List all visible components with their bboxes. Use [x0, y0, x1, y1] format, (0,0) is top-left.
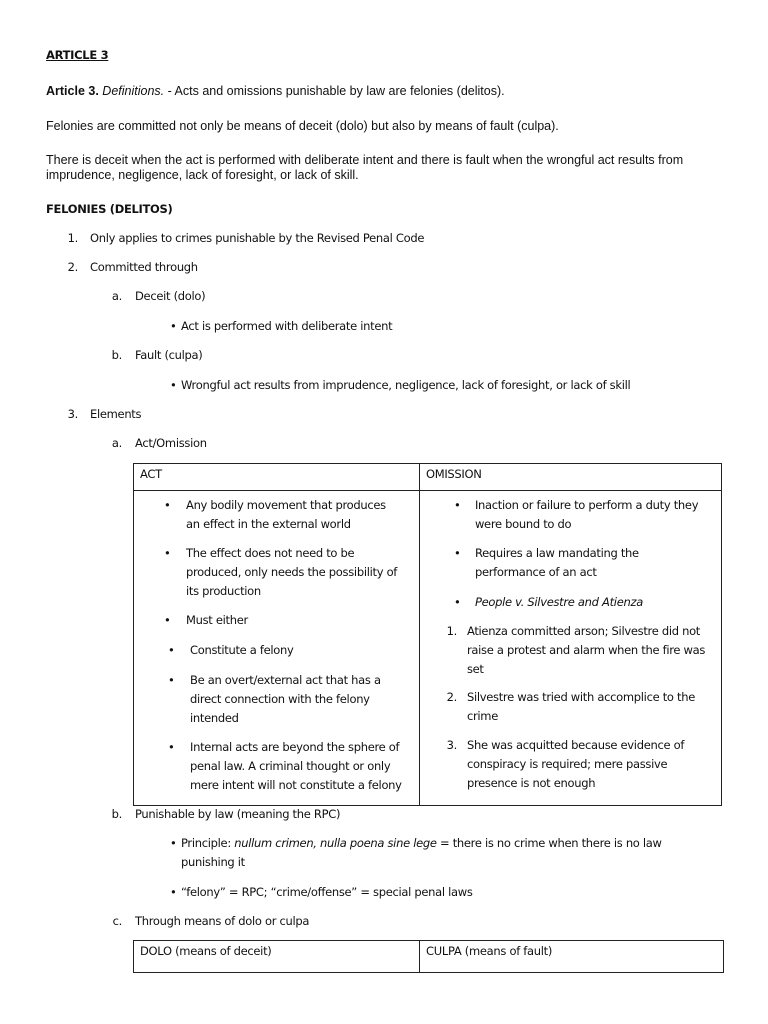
article-label: Article 3. [46, 84, 99, 98]
act-bullet-text: mere intent will not constitute a felony [190, 778, 402, 792]
culpa-label: CULPA [426, 944, 462, 958]
dolo-label: DOLO [140, 944, 172, 958]
omission-list-text: set [466, 662, 484, 676]
page-title: ARTICLE 3 [46, 48, 109, 62]
sublist-letter: a. [111, 289, 122, 303]
act-bullet-text: Internal acts are beyond the sphere of [190, 740, 400, 754]
omission-bullet-text: performance of an act [474, 565, 597, 579]
omission-list-text: She was acquitted because evidence of [466, 738, 685, 752]
omission-list-text: conspiracy is required; mere passive [466, 757, 668, 771]
table-header-dolo [134, 941, 419, 967]
principle-text: punishing it [181, 855, 245, 869]
bullet-icon: • [170, 319, 177, 333]
bullet-item: “felony” = RPC; “crime/offense” = special penal laws [181, 885, 473, 899]
bullet-icon: • [168, 643, 175, 657]
act-bullet-text: an effect in the external world [186, 517, 351, 531]
bullet-icon: • [453, 546, 461, 560]
list-item: Only applies to crimes punishable by the Revised Penal Code [90, 231, 425, 245]
sublist-letter: c. [112, 914, 122, 928]
principle-line [181, 834, 662, 853]
list-number: 3. [67, 407, 78, 421]
list-number: 3. [446, 738, 457, 752]
principle-latin: nullum crimen, nulla poena sine lege [234, 836, 437, 850]
omission-bullet-text: were bound to do [474, 517, 572, 531]
act-bullet-text: produced, only needs the possibility of [186, 565, 398, 579]
bullet-item: Act is performed with deliberate intent [181, 319, 393, 333]
article-heading: Definitions. [102, 84, 165, 98]
paragraph-deceit-line-1: There is deceit when the act is performed with deliberate intent and there is fault when the wrongful act results from [46, 153, 684, 167]
sublist-item: Act/Omission [135, 436, 207, 450]
bullet-icon: • [164, 613, 171, 627]
bullet-icon: • [170, 378, 177, 392]
omission-cell [419, 491, 721, 806]
dolo-desc: (means of deceit) [171, 944, 272, 958]
sublist-item: Deceit (dolo) [135, 289, 206, 303]
act-bullet-text: Must either [186, 613, 248, 627]
omission-list-text: crime [466, 709, 498, 723]
act-omission-table [133, 463, 722, 806]
act-bullet-text: intended [190, 711, 239, 725]
article-text: - Acts and omissions punishable by law are felonies (delitos). [164, 84, 505, 98]
table-header-act: ACT [140, 467, 162, 481]
omission-list-text: presence is not enough [466, 776, 596, 790]
sublist-item: Punishable by law (meaning the RPC) [135, 807, 341, 821]
list-item: Committed through [90, 260, 198, 274]
dolo-culpa-table [133, 940, 724, 973]
act-bullet-text: direct connection with the felony [190, 692, 370, 706]
table-header-cell [134, 464, 420, 491]
list-number: 1. [446, 624, 457, 638]
omission-list-text: raise a protest and alarm when the fire was [466, 643, 706, 657]
culpa-desc: (means of fault) [461, 944, 553, 958]
act-bullet-text: Be an overt/external act that has a [190, 673, 381, 687]
principle-text: = there is no crime when there is no law [436, 836, 662, 850]
case-citation: People v. Silvestre and Atienza [474, 595, 643, 609]
table-header-cell [419, 464, 721, 491]
act-bullet-text: penal law. A criminal thought or only [190, 759, 391, 773]
act-bullet-text: Any bodily movement that produces [186, 498, 386, 512]
bullet-icon: • [453, 498, 461, 512]
act-bullet-text: its production [186, 584, 261, 598]
omission-list-text: Silvestre was tried with accomplice to the [466, 690, 695, 704]
act-bullet-text: The effect does not need to be [186, 546, 355, 560]
list-number: 1. [67, 231, 78, 245]
bullet-icon: • [164, 498, 171, 512]
bullet-icon: • [164, 546, 171, 560]
paragraph-felonies: Felonies are committed not only be means of deceit (dolo) but also by means of fault (culpa). [46, 119, 559, 133]
table-header-culpa [420, 941, 723, 967]
article-definition [46, 83, 505, 99]
list-item: Elements [90, 407, 142, 421]
list-number: 2. [446, 690, 457, 704]
act-cell [134, 491, 420, 806]
list-number: 2. [67, 260, 78, 274]
paragraph-deceit-line-2: imprudence, negligence, lack of foresight, or lack of skill. [46, 168, 359, 182]
sublist-letter: b. [111, 807, 122, 821]
sublist-item: Through means of dolo or culpa [135, 914, 310, 928]
bullet-icon: • [168, 740, 175, 754]
sublist-letter: a. [111, 436, 122, 450]
omission-bullet-text: Inaction or failure to perform a duty they [474, 498, 699, 512]
table-header-cell [134, 941, 420, 973]
bullet-icon: • [170, 885, 177, 899]
omission-list-text: Atienza committed arson; Silvestre did not [466, 624, 701, 638]
section-heading: FELONIES (DELITOS) [46, 202, 173, 216]
table-header-cell [420, 941, 724, 973]
omission-bullet-text: Requires a law mandating the [474, 546, 639, 560]
bullet-item: Wrongful act results from imprudence, negligence, lack of foresight, or lack of skill [181, 378, 631, 392]
act-bullet-text: Constitute a felony [190, 643, 294, 657]
bullet-icon: • [168, 673, 175, 687]
bullet-icon: • [453, 595, 461, 609]
sublist-letter: b. [111, 348, 122, 362]
principle-label: Principle: [181, 836, 231, 850]
sublist-item: Fault (culpa) [135, 348, 203, 362]
table-header-omission: OMISSION [425, 467, 482, 481]
bullet-icon: • [170, 836, 177, 850]
